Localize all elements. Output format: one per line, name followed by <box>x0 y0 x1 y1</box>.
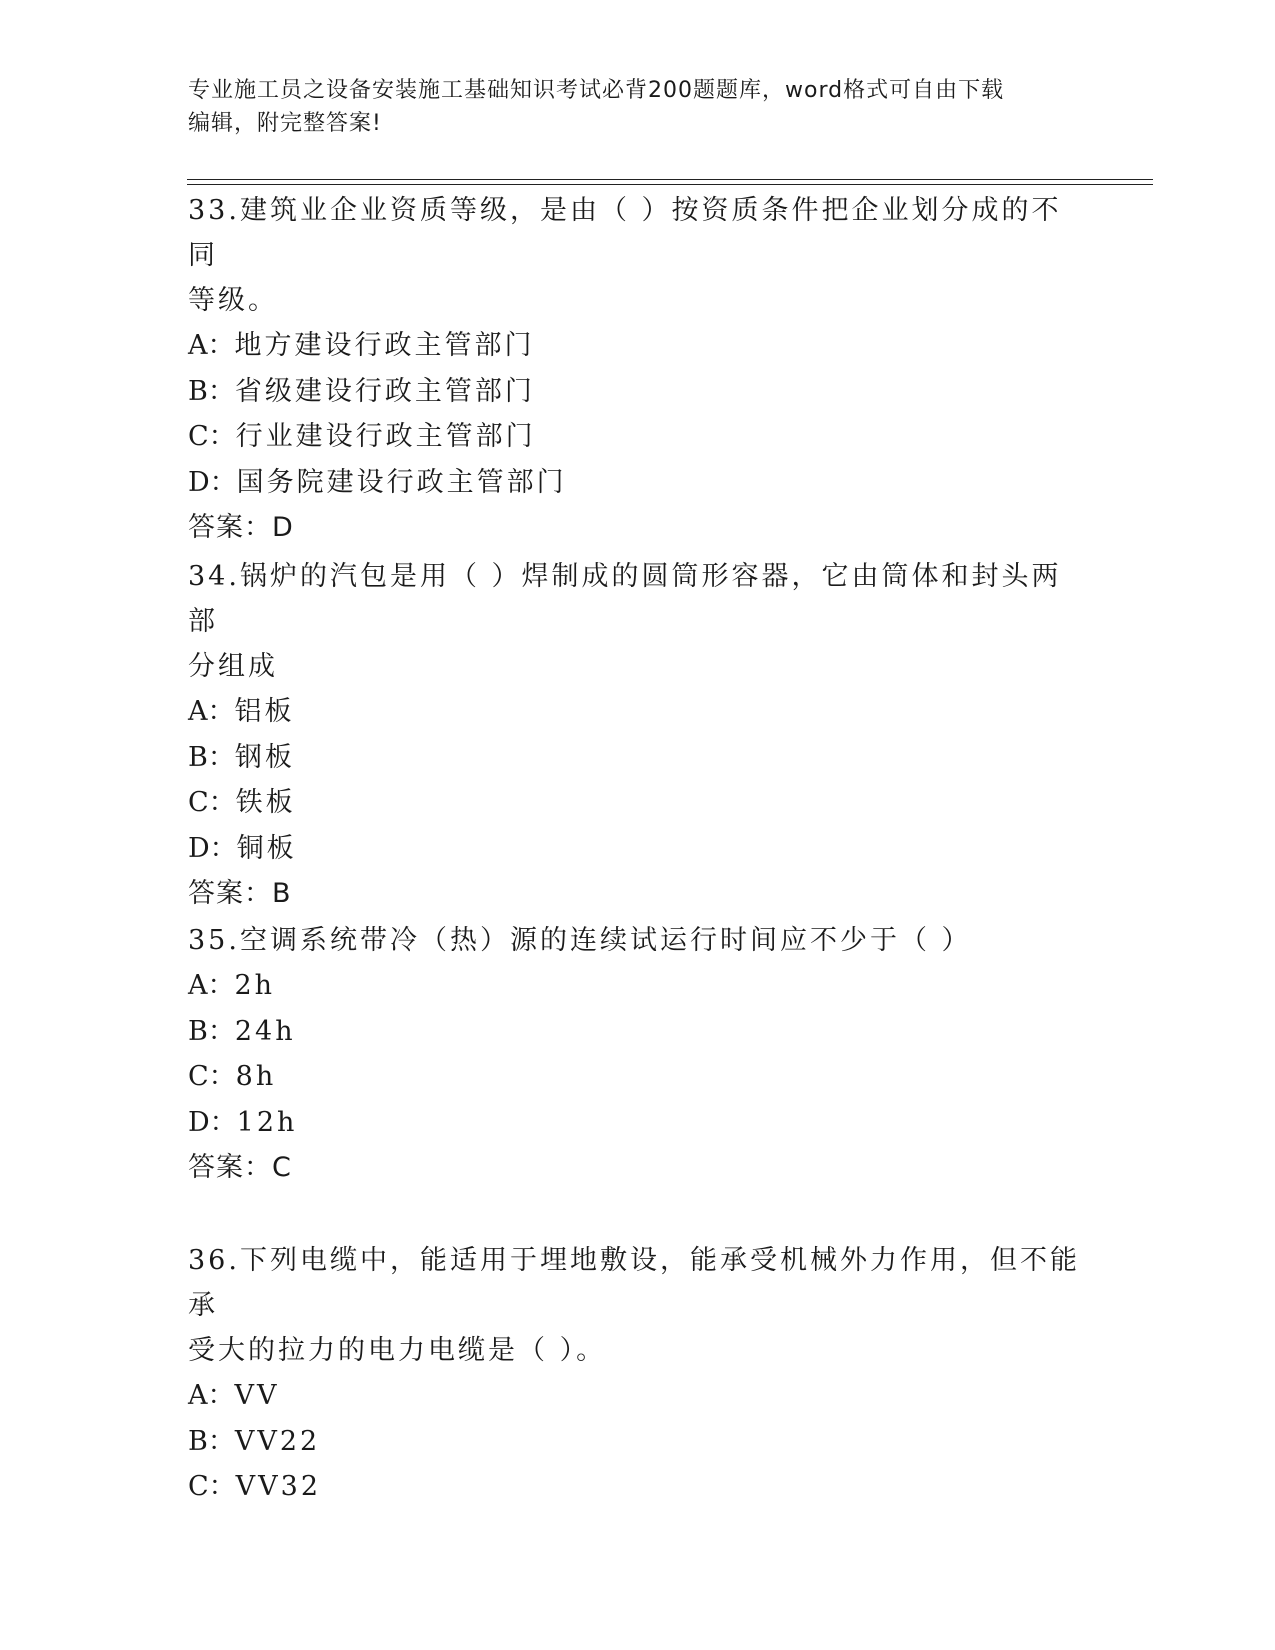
option-text: VV <box>234 1380 280 1411</box>
question-stem-line: 35.空调系统带冷（热）源的连续试运行时间应不少于（ ） <box>188 925 972 956</box>
option-a <box>188 689 1088 735</box>
question-stem <box>188 188 1088 323</box>
option-c <box>188 414 1088 460</box>
question-stem <box>188 918 1088 963</box>
question-stem-line: 受大的拉力的电力电缆是（ ）。 <box>188 1335 607 1366</box>
option-text: 国务院建设行政主管部门 <box>236 466 567 498</box>
option-text: 2h <box>234 970 276 1001</box>
option-key: A： <box>188 970 235 1001</box>
option-text: 钢板 <box>234 741 295 773</box>
option-text: 铜板 <box>236 832 297 864</box>
header-line-2: 编辑，附完整答案! <box>188 111 382 136</box>
option-c <box>188 1054 1088 1100</box>
option-d <box>188 826 1088 872</box>
option-key: B： <box>188 741 235 773</box>
option-text: 地方建设行政主管部门 <box>234 330 535 361</box>
option-key: D： <box>188 466 237 498</box>
header-divider-top <box>187 179 1153 180</box>
question-stem <box>188 1238 1088 1373</box>
option-d <box>188 1100 1088 1146</box>
question-stem-line: 等级。 <box>188 285 278 316</box>
option-text: 24h <box>234 1015 296 1047</box>
document-header <box>188 74 1088 140</box>
option-a <box>188 1373 1088 1419</box>
option-b <box>188 1009 1088 1055</box>
option-key: C： <box>188 1061 236 1092</box>
answer: 答案：B <box>188 878 292 909</box>
option-key: B： <box>188 375 235 407</box>
option-key: B： <box>188 1015 235 1047</box>
option-text: 铁板 <box>235 787 296 818</box>
option-key: C： <box>188 421 236 452</box>
option-text: 12h <box>236 1106 298 1138</box>
option-c <box>188 780 1088 826</box>
question-33 <box>188 188 1088 551</box>
option-a <box>188 963 1088 1009</box>
answer: 答案：D <box>188 512 294 543</box>
option-key: A： <box>188 696 235 727</box>
question-stem <box>188 554 1088 689</box>
option-d <box>188 460 1088 506</box>
option-text: VV22 <box>234 1425 321 1457</box>
option-key: A： <box>188 330 235 361</box>
question-34 <box>188 554 1088 917</box>
option-text: 省级建设行政主管部门 <box>234 375 535 407</box>
answer: 答案：C <box>188 1152 292 1183</box>
question-stem-line: 33.建筑业企业资质等级，是由（ ）按资质条件把企业划分成的不同 <box>188 195 1062 271</box>
option-text: 铝板 <box>234 696 295 727</box>
header-line-1: 专业施工员之设备安装施工基础知识考试必背200题题库，word格式可自由下载 <box>188 78 1005 103</box>
option-key: D： <box>188 832 237 864</box>
header-divider-bottom <box>187 184 1153 185</box>
option-b <box>188 369 1088 415</box>
option-key: D： <box>188 1106 237 1138</box>
question-stem-line: 分组成 <box>188 651 278 682</box>
question-36 <box>188 1238 1088 1510</box>
option-text: 8h <box>235 1061 277 1092</box>
option-text: VV32 <box>235 1471 322 1502</box>
option-text: 行业建设行政主管部门 <box>235 421 536 452</box>
question-stem-line: 36.下列电缆中，能适用于埋地敷设，能承受机械外力作用，但不能承 <box>188 1245 1080 1321</box>
option-b <box>188 735 1088 781</box>
question-stem-line: 34.锅炉的汽包是用（ ）焊制成的圆筒形容器，它由筒体和封头两部 <box>188 561 1062 637</box>
option-key: A： <box>188 1380 235 1411</box>
option-key: B： <box>188 1425 235 1457</box>
question-35 <box>188 918 1088 1191</box>
option-b <box>188 1419 1088 1465</box>
option-a <box>188 323 1088 369</box>
option-key: C： <box>188 787 236 818</box>
option-key: C： <box>188 1471 236 1502</box>
option-c <box>188 1464 1088 1510</box>
